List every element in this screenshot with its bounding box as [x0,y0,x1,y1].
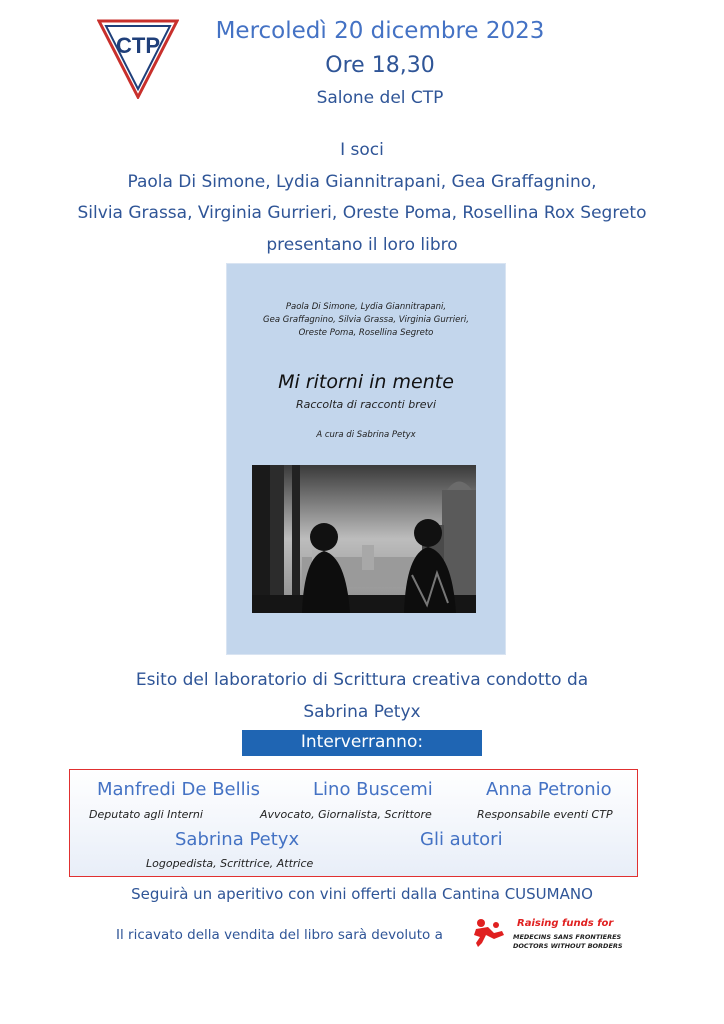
msf-name-en: DOCTORS WITHOUT BORDERS [513,942,623,950]
speaker-role-2: Avvocato, Giornalista, Scrittore [260,808,432,821]
event-time: Ore 18,30 [325,53,435,78]
speakers-title: Interverranno: [300,732,424,752]
aperitivo-note: Seguirà un aperitivo con vini offerti dalla Cantina CUSUMANO [131,885,593,903]
msf-logo-icon [472,917,506,949]
book-cover [226,263,506,655]
cover-authors-line-2: Gea Graffagnino, Silvia Grassa, Virginia Gurrieri, [263,315,469,325]
intro-line-3: Silvia Grassa, Virginia Gurrieri, Oreste Poma, Rosellina Rox Segreto [77,203,647,223]
msf-name-fr: MEDECINS SANS FRONTIERES [513,933,622,941]
speaker-name-3: Anna Petronio [486,779,612,800]
workshop-line-2: Sabrina Petyx [303,702,421,722]
speaker-role-1: Deputato agli Interni [89,808,203,821]
intro-line-4: presentano il loro libro [266,235,458,255]
cover-authors-line-1: Paola Di Simone, Lydia Giannitrapani, [285,302,447,312]
intro-line-2: Paola Di Simone, Lydia Giannitrapani, Gea Graffagnino, [127,172,597,192]
intro-line-1: I soci [340,140,384,160]
logo-text: CTP [116,33,160,58]
speaker-name-1: Manfredi De Bellis [97,779,260,800]
speaker-name-5: Gli autori [420,829,503,850]
speaker-name-4: Sabrina Petyx [175,829,300,850]
proceeds-note: Il ricavato della vendita del libro sarà devoluto a [116,927,443,943]
speaker-role-3: Responsabile eventi CTP [477,808,613,821]
msf-raising-funds: Raising funds for [517,918,614,929]
speaker-role-4: Logopedista, Scrittrice, Attrice [146,857,314,870]
cover-title: Mi ritorni in mente [278,371,454,393]
workshop-line-1: Esito del laboratorio di Scrittura creativa condotto da [135,670,589,690]
ctp-logo [97,19,179,99]
speaker-name-2: Lino Buscemi [313,779,433,800]
speakers-box [69,769,638,877]
event-venue: Salone del CTP [316,88,444,108]
event-date: Mercoledì 20 dicembre 2023 [215,18,545,44]
cover-authors [227,301,505,340]
cover-photo [252,465,476,613]
cover-editor: A cura di Sabrina Petyx [316,430,416,440]
cover-authors-line-3: Oreste Poma, Rosellina Segreto [298,328,434,338]
cover-subtitle: Raccolta di racconti brevi [295,398,437,411]
